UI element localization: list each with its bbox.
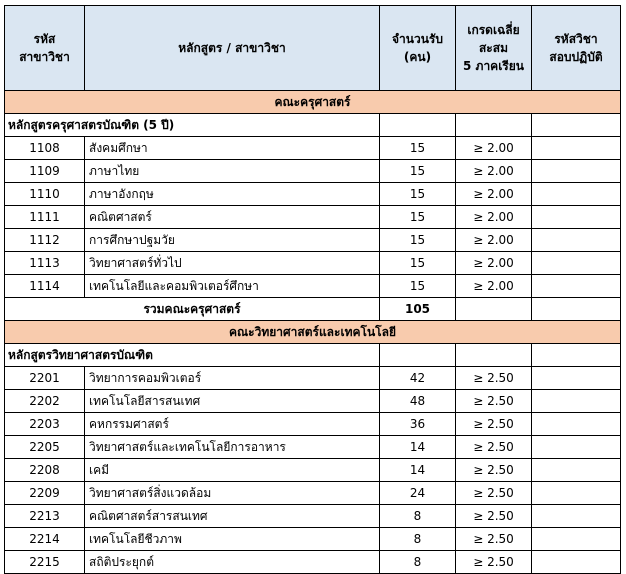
table-row [5,551,621,574]
row-exam [532,551,621,574]
faculty-name: คณะวิทยาศาสตร์และเทคโนโลยี [5,321,621,344]
program-exam-cell [532,344,621,367]
row-gpa: ≥ 2.50 [456,413,532,436]
row-code: 1110 [5,183,85,206]
row-code: 2202 [5,390,85,413]
program-seats-cell [380,344,456,367]
row-exam [532,528,621,551]
row-code: 1108 [5,137,85,160]
row-gpa: ≥ 2.50 [456,551,532,574]
row-exam [532,482,621,505]
program-name: หลักสูตรวิทยาศาสตรบัณฑิต [5,344,380,367]
row-gpa: ≥ 2.50 [456,436,532,459]
program-gpa-cell [456,114,532,137]
row-seats: 14 [380,459,456,482]
header-seats: จำนวนรับ (คน) [380,6,456,91]
table-row [5,229,621,252]
row-gpa: ≥ 2.00 [456,275,532,298]
row-seats: 8 [380,551,456,574]
row-name: วิทยาการคอมพิวเตอร์ [85,367,380,390]
program-exam-cell [532,114,621,137]
table-row [5,252,621,275]
total-exam-cell [532,298,621,321]
row-name: ภาษาไทย [85,160,380,183]
row-seats: 36 [380,413,456,436]
row-name: สถิติประยุกต์ [85,551,380,574]
row-gpa: ≥ 2.00 [456,229,532,252]
row-code: 2215 [5,551,85,574]
program-seats-cell [380,114,456,137]
row-name: วิทยาศาสตร์และเทคโนโลยีการอาหาร [85,436,380,459]
row-exam [532,160,621,183]
row-name: เคมี [85,459,380,482]
row-seats: 42 [380,367,456,390]
header-program: หลักสูตร / สาขาวิชา [85,6,380,91]
row-gpa: ≥ 2.50 [456,367,532,390]
table-row [5,206,621,229]
row-name: วิทยาศาสตร์ทั่วไป [85,252,380,275]
program-row [5,114,621,137]
table-body [5,91,621,574]
faculty-name: คณะครุศาสตร์ [5,91,621,114]
row-code: 1114 [5,275,85,298]
table-row [5,482,621,505]
row-name: ภาษาอังกฤษ [85,183,380,206]
program-gpa-cell [456,344,532,367]
row-seats: 15 [380,275,456,298]
faculty-row [5,321,621,344]
row-code: 2203 [5,413,85,436]
row-gpa: ≥ 2.00 [456,206,532,229]
row-name: สังคมศึกษา [85,137,380,160]
table-row [5,528,621,551]
row-seats: 8 [380,505,456,528]
total-value: 105 [380,298,456,321]
table-row [5,459,621,482]
row-exam [532,183,621,206]
row-seats: 15 [380,252,456,275]
row-seats: 15 [380,160,456,183]
row-exam [532,252,621,275]
row-exam [532,275,621,298]
row-code: 2209 [5,482,85,505]
admission-table-container [4,5,621,574]
row-code: 2205 [5,436,85,459]
table-row [5,390,621,413]
total-row [5,298,621,321]
row-name: คณิตศาสตร์สารสนเทศ [85,505,380,528]
row-code: 1111 [5,206,85,229]
row-seats: 15 [380,206,456,229]
row-gpa: ≥ 2.00 [456,160,532,183]
program-row [5,344,621,367]
row-exam [532,436,621,459]
row-exam [532,206,621,229]
row-code: 2214 [5,528,85,551]
row-code: 1109 [5,160,85,183]
row-exam [532,390,621,413]
row-exam [532,367,621,390]
row-gpa: ≥ 2.50 [456,459,532,482]
row-gpa: ≥ 2.00 [456,137,532,160]
row-exam [532,459,621,482]
row-code: 2213 [5,505,85,528]
row-name: วิทยาศาสตร์สิ่งแวดล้อม [85,482,380,505]
total-gpa-cell [456,298,532,321]
row-name: เทคโนโลยีและคอมพิวเตอร์ศึกษา [85,275,380,298]
row-seats: 15 [380,183,456,206]
row-seats: 48 [380,390,456,413]
faculty-row [5,91,621,114]
row-gpa: ≥ 2.50 [456,390,532,413]
row-gpa: ≥ 2.50 [456,505,532,528]
row-seats: 8 [380,528,456,551]
table-header [5,6,621,91]
row-exam [532,229,621,252]
table-row [5,367,621,390]
row-seats: 14 [380,436,456,459]
row-seats: 24 [380,482,456,505]
table-row [5,137,621,160]
header-gpa: เกรดเฉลี่ย สะสม 5 ภาคเรียน [456,6,532,91]
table-row [5,183,621,206]
header-exam: รหัสวิชา สอบปฏิบัติ [532,6,621,91]
row-seats: 15 [380,137,456,160]
row-code: 2208 [5,459,85,482]
row-exam [532,137,621,160]
row-gpa: ≥ 2.00 [456,252,532,275]
row-name: เทคโนโลยีชีวภาพ [85,528,380,551]
row-name: การศึกษาปฐมวัย [85,229,380,252]
table-row [5,436,621,459]
row-gpa: ≥ 2.50 [456,482,532,505]
table-row [5,275,621,298]
row-name: คณิตศาสตร์ [85,206,380,229]
table-row [5,505,621,528]
header-code: รหัส สาขาวิชา [5,6,85,91]
total-label: รวมคณะครุศาสตร์ [5,298,380,321]
row-exam [532,505,621,528]
row-name: คหกรรมศาสตร์ [85,413,380,436]
row-code: 2201 [5,367,85,390]
row-seats: 15 [380,229,456,252]
program-name: หลักสูตรครุศาสตรบัณฑิต (5 ปี) [5,114,380,137]
table-row [5,160,621,183]
row-exam [532,413,621,436]
row-code: 1112 [5,229,85,252]
admission-table [4,5,621,574]
row-name: เทคโนโลยีสารสนเทศ [85,390,380,413]
table-row [5,413,621,436]
row-gpa: ≥ 2.00 [456,183,532,206]
row-gpa: ≥ 2.50 [456,528,532,551]
header-row [5,6,621,91]
row-code: 1113 [5,252,85,275]
